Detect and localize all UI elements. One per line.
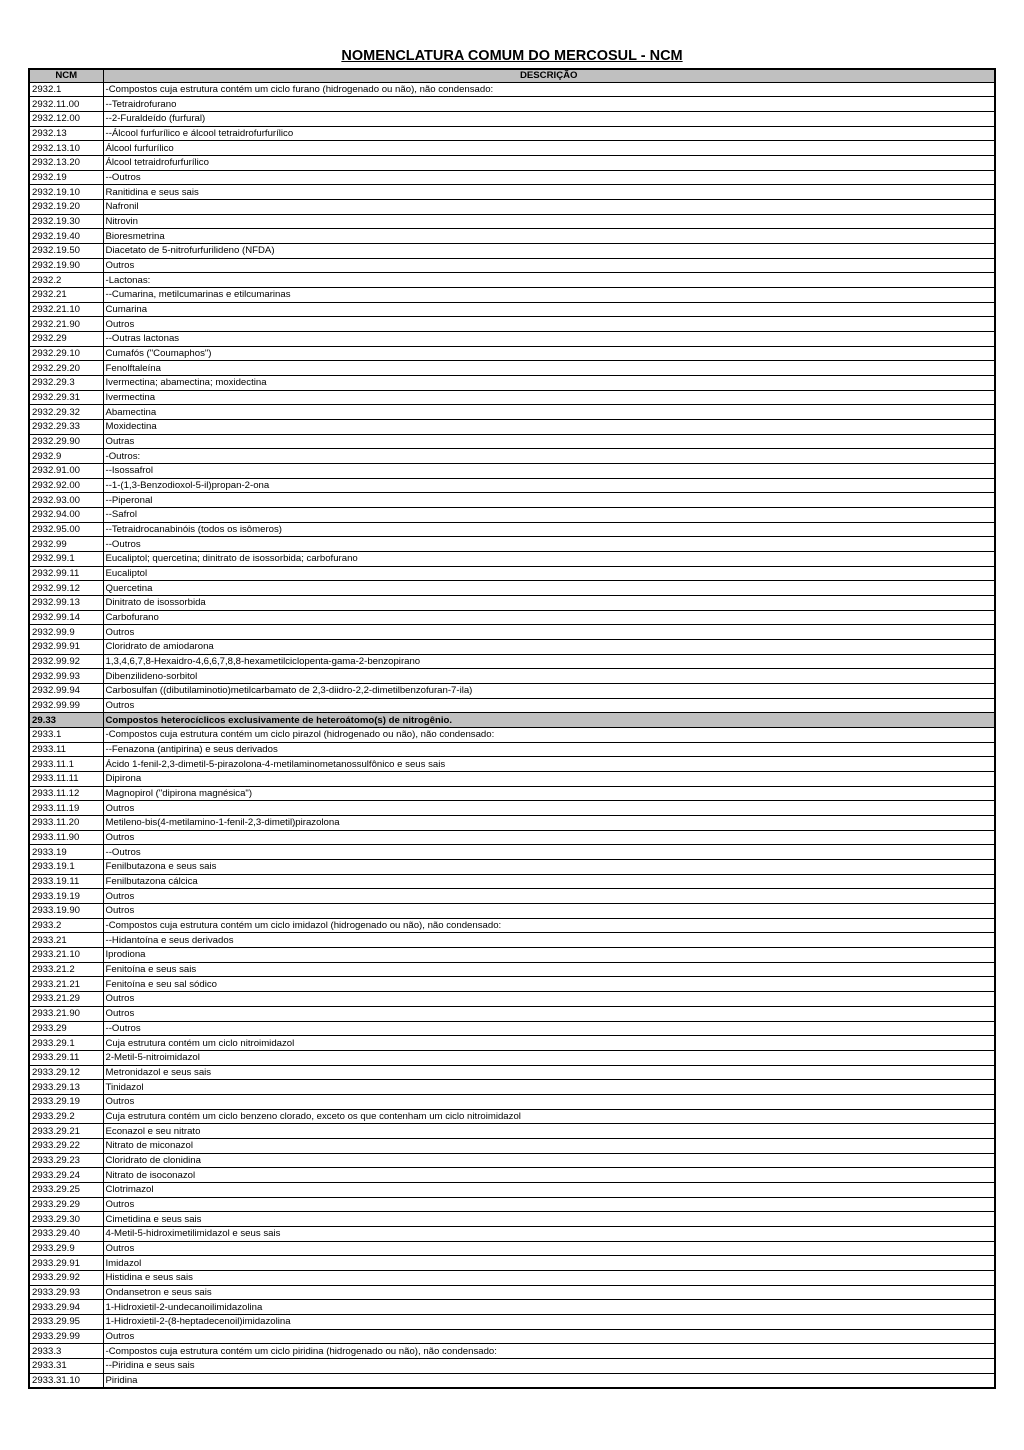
ncm-code-cell: 2932.29 bbox=[29, 331, 103, 346]
ncm-code-cell: 2933.21.90 bbox=[29, 1006, 103, 1021]
table-row bbox=[29, 596, 995, 611]
table-row bbox=[29, 97, 995, 112]
table-row bbox=[29, 845, 995, 860]
description-cell: --Piridina e seus sais bbox=[103, 1358, 995, 1373]
ncm-code-cell: 2933.11.11 bbox=[29, 772, 103, 787]
description-cell: Compostos heterocíclicos exclusivamente de heteroátomo(s) de nitrogênio. bbox=[103, 713, 995, 728]
description-cell: Ácido 1-fenil-2,3-dimetil-5-pirazolona-4-metilaminometanossulfônico e seus sais bbox=[103, 757, 995, 772]
ncm-code-cell: 2933.11.12 bbox=[29, 786, 103, 801]
description-cell: 1-Hidroxietil-2-undecanoilimidazolina bbox=[103, 1300, 995, 1315]
table-row bbox=[29, 1006, 995, 1021]
description-cell: Fenilbutazona cálcica bbox=[103, 874, 995, 889]
description-cell: Outros bbox=[103, 1329, 995, 1344]
table-row bbox=[29, 962, 995, 977]
description-cell: --Tetraidrocanabinóis (todos os isômeros) bbox=[103, 522, 995, 537]
ncm-code-cell: 2932.99.1 bbox=[29, 552, 103, 567]
ncm-code-cell: 2932.99.9 bbox=[29, 625, 103, 640]
ncm-code-cell: 2933.29.23 bbox=[29, 1153, 103, 1168]
ncm-code-cell: 2932.21.10 bbox=[29, 302, 103, 317]
table-row bbox=[29, 419, 995, 434]
ncm-code-cell: 2932.92.00 bbox=[29, 478, 103, 493]
table-row bbox=[29, 1197, 995, 1212]
ncm-code-cell: 2932.19.30 bbox=[29, 214, 103, 229]
description-cell: Cuja estrutura contém um ciclo benzeno clorado, exceto os que contenham um ciclo nitroimidazol bbox=[103, 1109, 995, 1124]
description-cell: -Compostos cuja estrutura contém um ciclo pirazol (hidrogenado ou não), não condensado: bbox=[103, 728, 995, 743]
description-cell: Outros bbox=[103, 1006, 995, 1021]
ncm-code-cell: 2932.21 bbox=[29, 287, 103, 302]
ncm-code-cell: 2932.19.90 bbox=[29, 258, 103, 273]
table-row bbox=[29, 361, 995, 376]
ncm-code-cell: 2932.95.00 bbox=[29, 522, 103, 537]
description-cell: Cloridrato de amiodarona bbox=[103, 640, 995, 655]
description-cell: Bioresmetrina bbox=[103, 229, 995, 244]
table-row bbox=[29, 214, 995, 229]
description-cell: Álcool furfurílico bbox=[103, 141, 995, 156]
description-cell: Cuja estrutura contém um ciclo nitroimidazol bbox=[103, 1036, 995, 1051]
ncm-code-cell: 2933.29.1 bbox=[29, 1036, 103, 1051]
description-cell: Ivermectina; abamectina; moxidectina bbox=[103, 375, 995, 390]
table-row bbox=[29, 1373, 995, 1388]
description-cell: Outros bbox=[103, 830, 995, 845]
description-cell: Cloridrato de clonidina bbox=[103, 1153, 995, 1168]
ncm-code-cell: 2932.19.50 bbox=[29, 243, 103, 258]
ncm-code-cell: 2932.99.11 bbox=[29, 566, 103, 581]
description-cell: Outras bbox=[103, 434, 995, 449]
column-header-ncm: NCM bbox=[29, 69, 103, 82]
ncm-code-cell: 2932.29.31 bbox=[29, 390, 103, 405]
description-cell: Outros bbox=[103, 317, 995, 332]
table-row bbox=[29, 610, 995, 625]
table-row bbox=[29, 390, 995, 405]
ncm-code-cell: 2933.19.1 bbox=[29, 860, 103, 875]
description-cell: Tinidazol bbox=[103, 1080, 995, 1095]
description-cell: --Piperonal bbox=[103, 493, 995, 508]
description-cell: --Safrol bbox=[103, 507, 995, 522]
description-cell: -Compostos cuja estrutura contém um ciclo piridina (hidrogenado ou não), não condensado: bbox=[103, 1344, 995, 1359]
table-row bbox=[29, 728, 995, 743]
ncm-code-cell: 2933.29.92 bbox=[29, 1270, 103, 1285]
description-cell: Moxidectina bbox=[103, 419, 995, 434]
ncm-code-cell: 2932.99.13 bbox=[29, 596, 103, 611]
description-cell: Outros bbox=[103, 698, 995, 713]
description-cell: 1-Hidroxietil-2-(8-heptadecenoil)imidazolina bbox=[103, 1314, 995, 1329]
ncm-code-cell: 2933.31.10 bbox=[29, 1373, 103, 1388]
table-row bbox=[29, 860, 995, 875]
table-row bbox=[29, 977, 995, 992]
ncm-code-cell: 2932.29.10 bbox=[29, 346, 103, 361]
ncm-code-cell: 2933.29.93 bbox=[29, 1285, 103, 1300]
description-cell: Cumafós ("Coumaphos") bbox=[103, 346, 995, 361]
table-row bbox=[29, 1080, 995, 1095]
description-cell: -Outros: bbox=[103, 449, 995, 464]
ncm-code-cell: 2932.29.90 bbox=[29, 434, 103, 449]
table-row bbox=[29, 1021, 995, 1036]
table-row bbox=[29, 258, 995, 273]
description-cell: Dinitrato de isossorbida bbox=[103, 596, 995, 611]
table-body bbox=[29, 82, 995, 1388]
ncm-code-cell: 2932.13.10 bbox=[29, 141, 103, 156]
table-row bbox=[29, 507, 995, 522]
ncm-code-cell: 2932.99.14 bbox=[29, 610, 103, 625]
table-row bbox=[29, 331, 995, 346]
description-cell: Nitrovin bbox=[103, 214, 995, 229]
description-cell: Fenitoína e seu sal sódico bbox=[103, 977, 995, 992]
table-row bbox=[29, 1153, 995, 1168]
table-row bbox=[29, 948, 995, 963]
table-row bbox=[29, 581, 995, 596]
ncm-code-cell: 2933.29.9 bbox=[29, 1241, 103, 1256]
ncm-code-cell: 2932.2 bbox=[29, 273, 103, 288]
ncm-code-cell: 2933.29.29 bbox=[29, 1197, 103, 1212]
ncm-code-cell: 2932.99.92 bbox=[29, 654, 103, 669]
description-cell: --Cumarina, metilcumarinas e etilcumarinas bbox=[103, 287, 995, 302]
description-cell: --Outras lactonas bbox=[103, 331, 995, 346]
description-cell: Imidazol bbox=[103, 1256, 995, 1271]
ncm-code-cell: 2932.29.3 bbox=[29, 375, 103, 390]
description-cell: Cumarina bbox=[103, 302, 995, 317]
description-cell: Outros bbox=[103, 625, 995, 640]
description-cell: Clotrimazol bbox=[103, 1182, 995, 1197]
ncm-code-cell: 2933.29.30 bbox=[29, 1212, 103, 1227]
description-cell: Álcool tetraidrofurfurílico bbox=[103, 155, 995, 170]
ncm-code-cell: 2933.29.13 bbox=[29, 1080, 103, 1095]
table-row bbox=[29, 698, 995, 713]
description-cell: --2-Furaldeído (furfural) bbox=[103, 111, 995, 126]
table-row bbox=[29, 1212, 995, 1227]
description-cell: Iprodiona bbox=[103, 948, 995, 963]
ncm-code-cell: 2932.29.33 bbox=[29, 419, 103, 434]
ncm-code-cell: 2933.21.2 bbox=[29, 962, 103, 977]
description-cell: Piridina bbox=[103, 1373, 995, 1388]
description-cell: Quercetina bbox=[103, 581, 995, 596]
table-row bbox=[29, 449, 995, 464]
ncm-code-cell: 2933.21.21 bbox=[29, 977, 103, 992]
ncm-code-cell: 2933.19.19 bbox=[29, 889, 103, 904]
description-cell: Outros bbox=[103, 1241, 995, 1256]
ncm-code-cell: 2932.13.20 bbox=[29, 155, 103, 170]
description-cell: Histidina e seus sais bbox=[103, 1270, 995, 1285]
table-row bbox=[29, 1094, 995, 1109]
description-cell: Econazol e seu nitrato bbox=[103, 1124, 995, 1139]
ncm-code-cell: 2932.19 bbox=[29, 170, 103, 185]
ncm-code-cell: 2933.11.19 bbox=[29, 801, 103, 816]
description-cell: Ivermectina bbox=[103, 390, 995, 405]
ncm-code-cell: 29.33 bbox=[29, 713, 103, 728]
description-cell: Outros bbox=[103, 992, 995, 1007]
table-header-row bbox=[29, 69, 995, 82]
description-cell: --Outros bbox=[103, 845, 995, 860]
table-row bbox=[29, 1241, 995, 1256]
description-cell: Outros bbox=[103, 1094, 995, 1109]
description-cell: Outros bbox=[103, 904, 995, 919]
ncm-code-cell: 2933.29.91 bbox=[29, 1256, 103, 1271]
table-row bbox=[29, 375, 995, 390]
description-cell: Fenolftaleína bbox=[103, 361, 995, 376]
ncm-code-cell: 2933.29.12 bbox=[29, 1065, 103, 1080]
ncm-code-cell: 2933.29.25 bbox=[29, 1182, 103, 1197]
table-row bbox=[29, 918, 995, 933]
description-cell: --Tetraidrofurano bbox=[103, 97, 995, 112]
table-row bbox=[29, 742, 995, 757]
table-row bbox=[29, 1329, 995, 1344]
table-row bbox=[29, 478, 995, 493]
description-cell: Outros bbox=[103, 889, 995, 904]
ncm-code-cell: 2933.11.20 bbox=[29, 816, 103, 831]
table-row bbox=[29, 126, 995, 141]
description-cell: Outros bbox=[103, 1197, 995, 1212]
description-cell: Cimetidina e seus sais bbox=[103, 1212, 995, 1227]
ncm-code-cell: 2932.11.00 bbox=[29, 97, 103, 112]
table-row bbox=[29, 170, 995, 185]
description-cell: --Álcool furfurílico e álcool tetraidrofurfurílico bbox=[103, 126, 995, 141]
ncm-code-cell: 2933.29.95 bbox=[29, 1314, 103, 1329]
ncm-code-cell: 2933.21.10 bbox=[29, 948, 103, 963]
ncm-code-cell: 2933.11.1 bbox=[29, 757, 103, 772]
ncm-table bbox=[28, 68, 996, 1389]
ncm-code-cell: 2933.19.11 bbox=[29, 874, 103, 889]
table-row bbox=[29, 493, 995, 508]
ncm-code-cell: 2932.19.10 bbox=[29, 185, 103, 200]
table-row bbox=[29, 155, 995, 170]
ncm-code-cell: 2933.29.99 bbox=[29, 1329, 103, 1344]
description-cell: Magnopirol ("dipirona magnésica") bbox=[103, 786, 995, 801]
ncm-code-cell: 2933.19 bbox=[29, 845, 103, 860]
ncm-code-cell: 2933.11 bbox=[29, 742, 103, 757]
ncm-code-cell: 2933.29.40 bbox=[29, 1226, 103, 1241]
description-cell: --Outros bbox=[103, 170, 995, 185]
ncm-code-cell: 2932.19.20 bbox=[29, 199, 103, 214]
table-row bbox=[29, 141, 995, 156]
table-row bbox=[29, 229, 995, 244]
ncm-code-cell: 2932.13 bbox=[29, 126, 103, 141]
ncm-code-cell: 2933.29.19 bbox=[29, 1094, 103, 1109]
table-row bbox=[29, 1358, 995, 1373]
ncm-code-cell: 2932.29.20 bbox=[29, 361, 103, 376]
table-row bbox=[29, 933, 995, 948]
description-cell: Nitrato de isoconazol bbox=[103, 1168, 995, 1183]
description-cell: Carbosulfan ((dibutilaminotio)metilcarbamato de 2,3-diidro-2,2-dimetilbenzofuran-7-ila) bbox=[103, 684, 995, 699]
ncm-code-cell: 2932.19.40 bbox=[29, 229, 103, 244]
table-row bbox=[29, 1168, 995, 1183]
description-cell: --1-(1,3-Benzodioxol-5-il)propan-2-ona bbox=[103, 478, 995, 493]
table-row bbox=[29, 1300, 995, 1315]
description-cell: -Lactonas: bbox=[103, 273, 995, 288]
table-row bbox=[29, 1256, 995, 1271]
table-row bbox=[29, 1050, 995, 1065]
description-cell: --Outros bbox=[103, 537, 995, 552]
description-cell: -Compostos cuja estrutura contém um ciclo furano (hidrogenado ou não), não condensado: bbox=[103, 82, 995, 97]
description-cell: Nafronil bbox=[103, 199, 995, 214]
ncm-code-cell: 2933.1 bbox=[29, 728, 103, 743]
table-row bbox=[29, 317, 995, 332]
table-row bbox=[29, 537, 995, 552]
ncm-code-cell: 2933.29.94 bbox=[29, 1300, 103, 1315]
description-cell: --Hidantoína e seus derivados bbox=[103, 933, 995, 948]
ncm-code-cell: 2933.29.24 bbox=[29, 1168, 103, 1183]
ncm-code-cell: 2933.29.2 bbox=[29, 1109, 103, 1124]
description-cell: Outros bbox=[103, 258, 995, 273]
description-cell: Metileno-bis(4-metilamino-1-fenil-2,3-dimetil)pirazolona bbox=[103, 816, 995, 831]
table-row bbox=[29, 830, 995, 845]
ncm-code-cell: 2933.21.29 bbox=[29, 992, 103, 1007]
table-row bbox=[29, 243, 995, 258]
table-row bbox=[29, 625, 995, 640]
table-row bbox=[29, 992, 995, 1007]
table-row bbox=[29, 654, 995, 669]
page-title: NOMENCLATURA COMUM DO MERCOSUL - NCM bbox=[341, 48, 683, 64]
table-row bbox=[29, 874, 995, 889]
table-row bbox=[29, 1182, 995, 1197]
description-cell: Carbofurano bbox=[103, 610, 995, 625]
description-cell: Ranitidina e seus sais bbox=[103, 185, 995, 200]
description-cell: 1,3,4,6,7,8-Hexaidro-4,6,6,7,8,8-hexametilciclopenta-gama-2-benzopirano bbox=[103, 654, 995, 669]
ncm-code-cell: 2933.29 bbox=[29, 1021, 103, 1036]
description-cell: Ondansetron e seus sais bbox=[103, 1285, 995, 1300]
ncm-code-cell: 2932.29.32 bbox=[29, 405, 103, 420]
ncm-code-cell: 2933.21 bbox=[29, 933, 103, 948]
table-row bbox=[29, 786, 995, 801]
table-row bbox=[29, 640, 995, 655]
table-row bbox=[29, 287, 995, 302]
ncm-code-cell: 2933.29.21 bbox=[29, 1124, 103, 1139]
ncm-code-cell: 2932.94.00 bbox=[29, 507, 103, 522]
table-row bbox=[29, 1226, 995, 1241]
table-row bbox=[29, 185, 995, 200]
ncm-code-cell: 2932.99.94 bbox=[29, 684, 103, 699]
ncm-code-cell: 2932.93.00 bbox=[29, 493, 103, 508]
table-row bbox=[29, 1285, 995, 1300]
table-row bbox=[29, 1270, 995, 1285]
table-row bbox=[29, 405, 995, 420]
table-row bbox=[29, 684, 995, 699]
ncm-code-cell: 2932.99 bbox=[29, 537, 103, 552]
description-cell: 4-Metil-5-hidroximetilimidazol e seus sais bbox=[103, 1226, 995, 1241]
table-row bbox=[29, 669, 995, 684]
table-row bbox=[29, 346, 995, 361]
description-cell: Outros bbox=[103, 801, 995, 816]
description-cell: --Isossafrol bbox=[103, 463, 995, 478]
table-row bbox=[29, 199, 995, 214]
table-row bbox=[29, 463, 995, 478]
table-row bbox=[29, 1036, 995, 1051]
table-row bbox=[29, 552, 995, 567]
table-row bbox=[29, 1138, 995, 1153]
ncm-code-cell: 2932.21.90 bbox=[29, 317, 103, 332]
ncm-code-cell: 2932.99.99 bbox=[29, 698, 103, 713]
description-cell: --Fenazona (antipirina) e seus derivados bbox=[103, 742, 995, 757]
ncm-code-cell: 2933.29.22 bbox=[29, 1138, 103, 1153]
description-cell: Nitrato de miconazol bbox=[103, 1138, 995, 1153]
ncm-code-cell: 2932.99.93 bbox=[29, 669, 103, 684]
table-row bbox=[29, 1124, 995, 1139]
description-cell: -Compostos cuja estrutura contém um ciclo imidazol (hidrogenado ou não), não condensado: bbox=[103, 918, 995, 933]
description-cell: Diacetato de 5-nitrofurfurilideno (NFDA) bbox=[103, 243, 995, 258]
ncm-code-cell: 2933.19.90 bbox=[29, 904, 103, 919]
table-row bbox=[29, 757, 995, 772]
table-row bbox=[29, 566, 995, 581]
table-row bbox=[29, 772, 995, 787]
table-row bbox=[29, 889, 995, 904]
table-row bbox=[29, 1314, 995, 1329]
table-row bbox=[29, 1344, 995, 1359]
table-row bbox=[29, 273, 995, 288]
description-cell: Eucaliptol; quercetina; dinitrato de isossorbida; carbofurano bbox=[103, 552, 995, 567]
table-row bbox=[29, 522, 995, 537]
ncm-code-cell: 2932.99.91 bbox=[29, 640, 103, 655]
ncm-code-cell: 2933.11.90 bbox=[29, 830, 103, 845]
ncm-code-cell: 2932.99.12 bbox=[29, 581, 103, 596]
table-row bbox=[29, 904, 995, 919]
description-cell: --Outros bbox=[103, 1021, 995, 1036]
description-cell: Fenitoína e seus sais bbox=[103, 962, 995, 977]
description-cell: Fenilbutazona e seus sais bbox=[103, 860, 995, 875]
table-row bbox=[29, 434, 995, 449]
table-row bbox=[29, 801, 995, 816]
description-cell: 2-Metil-5-nitroimidazol bbox=[103, 1050, 995, 1065]
ncm-code-cell: 2932.9 bbox=[29, 449, 103, 464]
description-cell: Eucaliptol bbox=[103, 566, 995, 581]
table-row bbox=[29, 302, 995, 317]
table-row bbox=[29, 1109, 995, 1124]
table-row bbox=[29, 816, 995, 831]
ncm-code-cell: 2933.2 bbox=[29, 918, 103, 933]
description-cell: Dipirona bbox=[103, 772, 995, 787]
ncm-code-cell: 2933.3 bbox=[29, 1344, 103, 1359]
ncm-code-cell: 2933.29.11 bbox=[29, 1050, 103, 1065]
table-row-heading bbox=[29, 713, 995, 728]
description-cell: Metronidazol e seus sais bbox=[103, 1065, 995, 1080]
table-row bbox=[29, 1065, 995, 1080]
description-cell: Dibenzilideno-sorbitol bbox=[103, 669, 995, 684]
ncm-code-cell: 2933.31 bbox=[29, 1358, 103, 1373]
table-row bbox=[29, 111, 995, 126]
table-row bbox=[29, 82, 995, 97]
description-cell: Abamectina bbox=[103, 405, 995, 420]
ncm-code-cell: 2932.1 bbox=[29, 82, 103, 97]
ncm-code-cell: 2932.91.00 bbox=[29, 463, 103, 478]
column-header-description: DESCRIÇÃO bbox=[103, 69, 995, 82]
ncm-code-cell: 2932.12.00 bbox=[29, 111, 103, 126]
